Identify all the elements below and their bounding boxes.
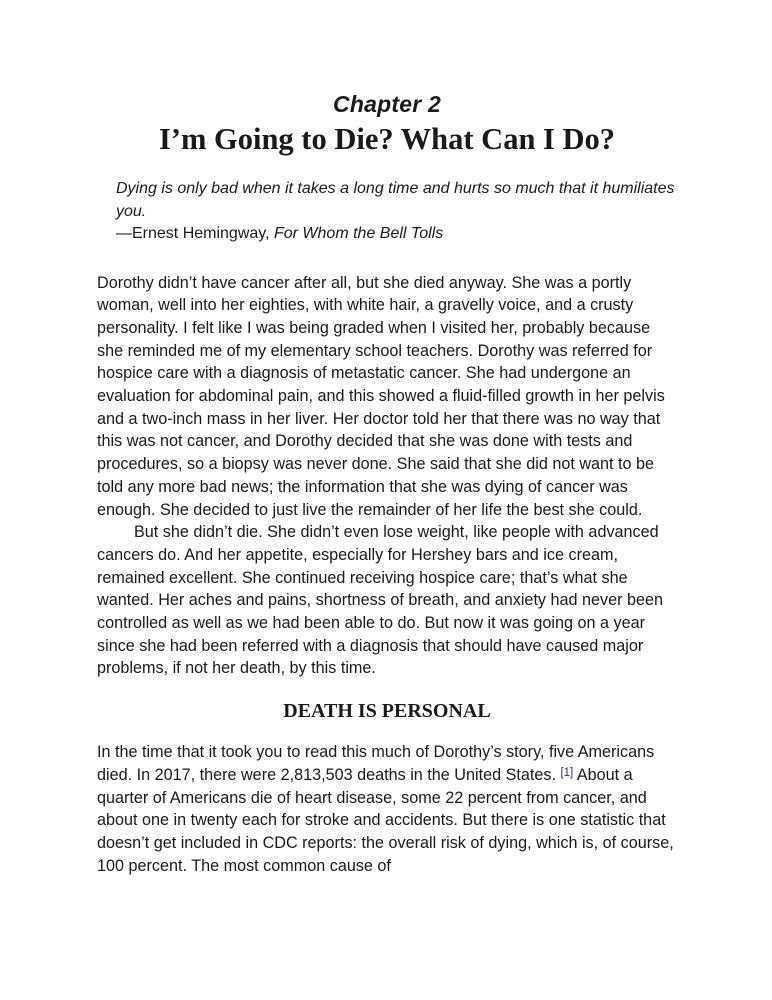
book-page bbox=[97, 88, 677, 877]
epigraph-quote: Dying is only bad when it takes a long time and hurts so much that it humiliates you. bbox=[116, 180, 675, 220]
chapter-label: Chapter 2 bbox=[333, 91, 441, 117]
epigraph-source bbox=[116, 223, 677, 246]
paragraph-3-start: In the time that it took you to read this much of Dorothy’s story, five Americans died. In 2017, there were 2,813,503 deaths in the United States. bbox=[97, 743, 655, 784]
epigraph-dash: — bbox=[116, 225, 132, 242]
section-heading: DEATH IS PERSONAL bbox=[283, 700, 491, 723]
footnote-link[interactable]: [1] bbox=[560, 766, 574, 779]
body-paragraph-3 bbox=[97, 741, 677, 877]
body-paragraph-2: But she didn’t die. She didn’t even lose weight, like people with advanced cancers do. And her appetite, especially for Hershey bars and ice cream, remained excellent. She continued receiving hospice care; that’s what she wanted. Her aches and pains, shortness of breath, and anxiety had never been controlled as well as we had been able to do. But now it was going on a year since she had been referred with a diagnosis that should have caused major problems, if not her death, by this time. bbox=[97, 523, 664, 678]
chapter-title: I’m Going to Die? What Can I Do? bbox=[158, 122, 616, 156]
epigraph-book-title: For Whom the Bell Tolls bbox=[273, 225, 444, 242]
epigraph-author: Ernest Hemingway, bbox=[132, 225, 274, 242]
body-paragraph-1: Dorothy didn’t have cancer after all, but she died anyway. She was a portly woman, well into her eighties, with white hair, a gravelly voice, and a crusty personality. I felt like I was being graded when I visited her, probably because she reminded me of my elementary school teachers. Dorothy was referred for hospice care with a diagnosis of metastatic cancer. She had undergone an evaluation for abdominal pain, and this showed a fluid-filled growth in her pelvis and a two-inch mass in her liver. Her doctor told her that there was no way that this was not cancer, and Dorothy decided that she was done with tests and procedures, so a biopsy was never done. She said that she did not want to be told any more bad news; the information that she was dying of cancer was enough. She decided to just live the remainder of her life the best she could. bbox=[97, 273, 665, 519]
paragraph-3-end: About a quarter of Americans die of heart disease, some 22 percent from cancer, and about one in twenty each for stroke and accidents. But there is one statistic that doesn’t get included in CDC reports: the overall risk of dying, which is, of course, 100 percent. The most common cause of bbox=[97, 765, 674, 875]
epigraph bbox=[116, 178, 677, 246]
